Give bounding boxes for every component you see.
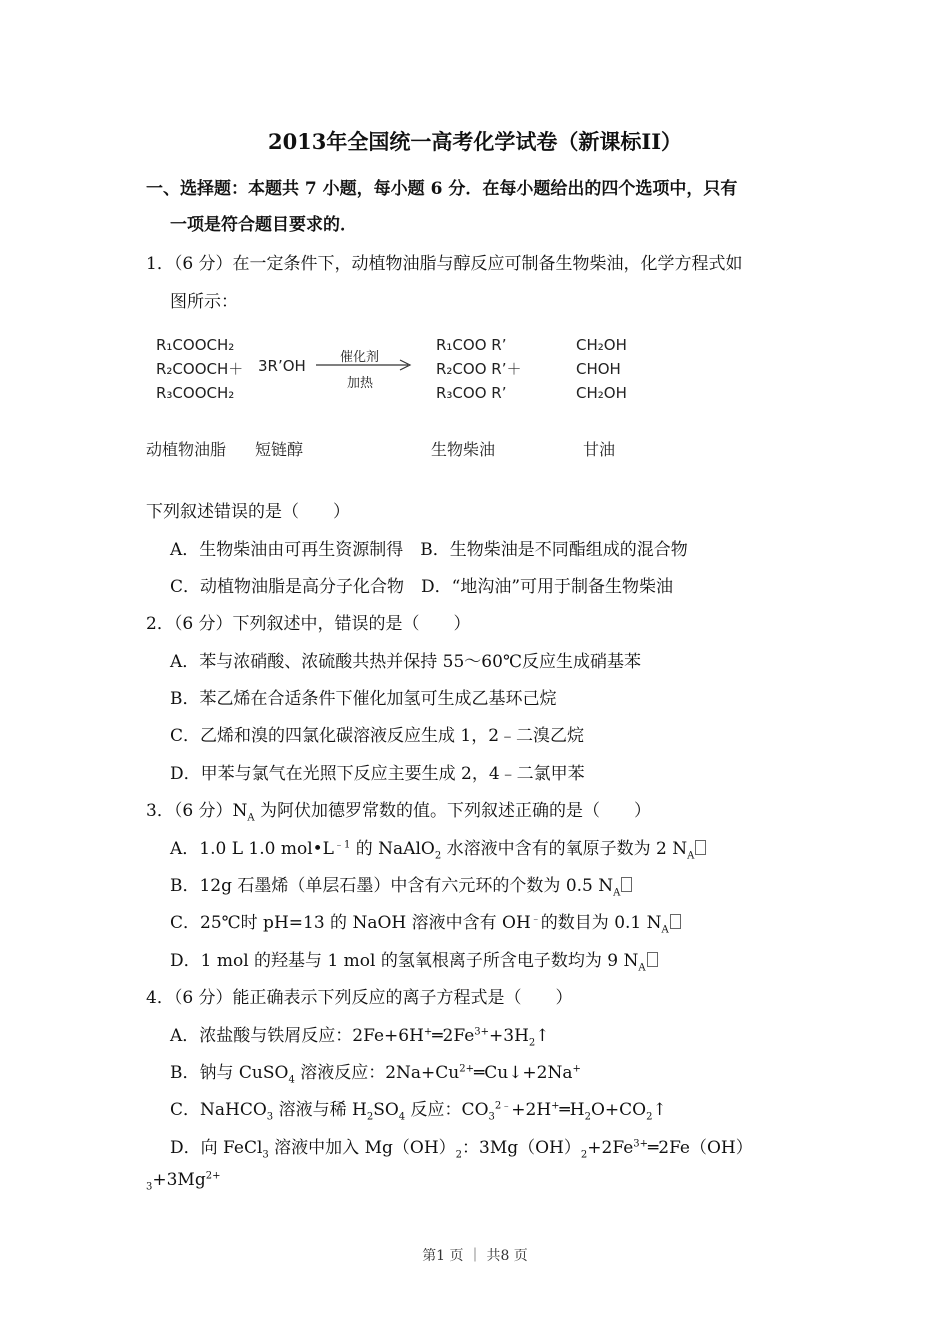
q3-stem: 3．（6 分）$N_A$ 为阿伏加德罗常数的值。下列叙述正确的是（ ） [146, 801, 652, 824]
q2-stem: 2．（6 分）下列叙述中，错误的是（ ） [146, 614, 471, 634]
label-oil-fat: 动植物油脂 [146, 440, 227, 459]
formula-line: CH₂OH [576, 336, 627, 354]
formula-line: CH₂OH [576, 384, 627, 402]
q4-option-c: C．NaHCO$_3$ 溶液与稀 $H_2SO_4$ 反应：$CO_3^{2﹣}+2H^+═H_2O+CO_2↑$ [170, 1100, 667, 1123]
q1-prompt: 下列叙述错误的是（ ） [146, 502, 350, 522]
q1-options-ab: A．生物柴油由可再生资源制得 B．生物柴油是不同酯组成的混合物 [170, 540, 688, 560]
q4-stem: 4．（6 分）能正确表示下列反应的离子方程式是（ ） [146, 988, 573, 1008]
alcohol-formula: 3R’OH [258, 357, 306, 375]
q4-option-a: A．浓盐酸与铁屑反应：$2Fe+6H^+═2Fe^{3+}+3H_2↑$ [170, 1026, 550, 1049]
catalyst-label: 催化剂 [340, 350, 380, 365]
q4-option-d: D．向 FeCl$_3$ 溶液中加入 $Mg(OH)_2$：$3Mg(OH)_2+2Fe^{3+}═2Fe(OH)$ [170, 1138, 753, 1161]
section-heading-line2: 一项是符合题目要求的． [170, 215, 357, 235]
oil-fat-formula [156, 333, 243, 405]
placeholder-box-icon [647, 952, 658, 967]
page-footer: 第1 页 ｜ 共8 页 [422, 1248, 528, 1264]
q1-stem-line2: 图所示： [170, 292, 238, 312]
q1-stem-line1: 1．（6 分）在一定条件下，动植物油脂与醇反应可制备生物柴油，化学方程式如 [146, 254, 743, 274]
formula-line: R₂COO R’＋ [436, 360, 522, 378]
label-biodiesel: 生物柴油 [431, 440, 496, 459]
placeholder-box-icon [621, 877, 632, 892]
formula-line: R₂COOCH＋ [156, 360, 244, 378]
placeholder-box-icon [670, 914, 681, 929]
q3-option-c: C．25℃时 pH=13 的 NaOH 溶液中含有 OH﹣的数目为 0.1 $N_A$ [170, 908, 681, 933]
formula-line: R₃COO R’ [436, 384, 507, 402]
section-heading-line1: 一、选择题：本题共 7 小题，每小题 6 分．在每小题给出的四个选项中，只有 [146, 179, 738, 199]
placeholder-box-icon [695, 840, 706, 855]
reaction-arrow-icon [314, 358, 414, 372]
exam-title: 2013年全国统一高考化学试卷（新课标II） [267, 129, 683, 154]
formula-line: R₃COOCH₂ [156, 384, 235, 402]
q2-option-d: D．甲苯与氯气在光照下反应主要生成 2，4﹣二氯甲苯 [170, 764, 585, 784]
glycerol-formula [576, 333, 627, 405]
q3-option-d: D．1 mol 的羟基与 1 mol 的氢氧根离子所含电子数均为 9 $N_A$ [170, 946, 658, 971]
q1-options-cd: C．动植物油脂是高分子化合物 D．“地沟油”可用于制备生物柴油 [170, 577, 674, 597]
q4-option-b: B．钠与 CuSO$_4$ 溶液反应：$2Na+Cu^{2+}═Cu↓+2Na^+$ [170, 1063, 581, 1086]
q2-option-b: B．苯乙烯在合适条件下催化加氢可生成乙基环己烷 [170, 689, 557, 709]
q2-option-a: A．苯与浓硝酸、浓硫酸共热并保持 55～60℃反应生成硝基苯 [170, 652, 641, 672]
label-glycerol: 甘油 [583, 440, 616, 459]
q2-option-c: C．乙烯和溴的四氯化碳溶液反应生成 1，2﹣二溴乙烷 [170, 726, 585, 746]
heating-label: 加热 [347, 376, 374, 391]
q4-option-d-continued: $_3+3Mg^{2+}$ [146, 1170, 221, 1193]
formula-line: CHOH [576, 360, 621, 378]
q3-option-b: B．12g 石墨烯（单层石墨）中含有六元环的个数为 0.5 $N_A$ [170, 871, 632, 896]
q3-option-a: A．1.0 L 1.0 $mol•L^{﹣1}$ 的 NaAlO$_2$ 水溶液中含有的氧原子数为 2 $N_A$ [170, 834, 706, 859]
formula-line: R₁COOCH₂ [156, 336, 235, 354]
formula-line: R₁COO R’ [436, 336, 507, 354]
label-alcohol: 短链醇 [255, 440, 304, 459]
biodiesel-formula [436, 333, 521, 405]
